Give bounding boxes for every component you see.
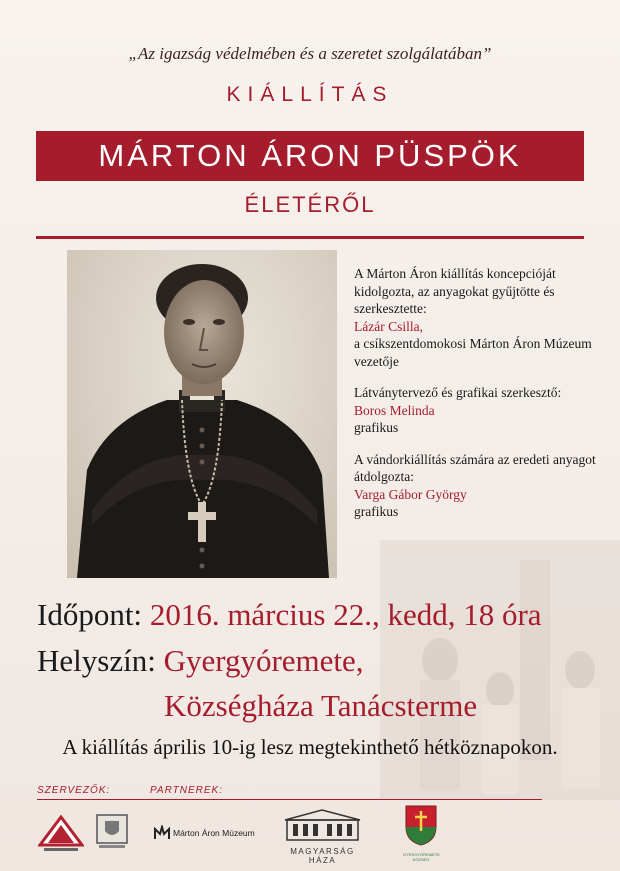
adapter-role: grafikus [354, 504, 399, 519]
exhibition-title: MÁRTON ÁRON PÜSPÖK [98, 138, 522, 173]
place-label: Helyszín: [37, 643, 156, 678]
designer-role: grafikus [354, 420, 399, 435]
marton-aron-museum-logo [154, 825, 259, 841]
event-time [0, 597, 620, 633]
title-banner [36, 131, 584, 181]
curator-role: a csíkszentdomokosi Márton Áron Múzeum vezetője [354, 336, 592, 369]
magyarsag-logo-text: MAGYARSÁG HÁZA [290, 847, 355, 865]
designer-credit [354, 384, 604, 437]
place-value-2: Községháza Tanácsterme [164, 688, 478, 723]
concept-text: A Márton Áron kiállítás koncepcióját kidolgozta, az anyagokat gyűjtötte és szerkesztette: [354, 266, 556, 316]
organizers-label: SZERVEZŐK: [37, 785, 111, 796]
gyergyoremete-coat-of-arms [403, 803, 439, 863]
museum-logo-text: Márton Áron Múzeum [173, 828, 255, 838]
adapter-name: Varga Gábor György [354, 486, 467, 502]
divider [36, 236, 584, 239]
motto: „Az igazság védelmében és a szeretet szolgálatában” [128, 44, 492, 63]
adapter-credit [354, 451, 604, 521]
footer-labels [37, 785, 597, 799]
place-value-1: Gyergyóremete, [163, 643, 364, 678]
opening-notice: A kiállítás április 10-ig lesz megtekinthető hétköznapokon. [62, 735, 558, 759]
exhibition-label: KIÁLLÍTÁS [226, 83, 394, 106]
partners-label: PARTNEREK: [150, 785, 223, 796]
time-label: Időpont: [37, 597, 143, 632]
designer-text: Látványtervező és grafikai szerkesztő: [354, 385, 562, 400]
exhibition-subtitle: ÉLETÉRŐL [244, 192, 376, 217]
footer-divider [37, 799, 542, 800]
curator-name: Lázár Csilla, [354, 318, 423, 334]
time-value: 2016. március 22., kedd, 18 óra [149, 597, 542, 632]
portrait-photo [67, 250, 337, 578]
event-place-line2 [0, 688, 620, 724]
building-icon [275, 808, 370, 842]
credits-block [354, 265, 604, 535]
concept-credit [354, 265, 604, 370]
magyarsag-haza-logo [275, 808, 370, 865]
adapter-text: A vándorkiállítás számára az eredeti anyagot átdolgozta: [354, 451, 596, 484]
event-place [0, 643, 620, 679]
organizer-logo-2 [95, 813, 129, 851]
shield-icon [403, 803, 439, 847]
designer-name: Boros Melinda [354, 402, 435, 418]
organizer-logo-1 [38, 815, 84, 855]
museum-mark-icon [154, 825, 170, 841]
gyergyoremete-logo-text: GYERGYÓREMETE KÖZSÉG [403, 852, 440, 862]
